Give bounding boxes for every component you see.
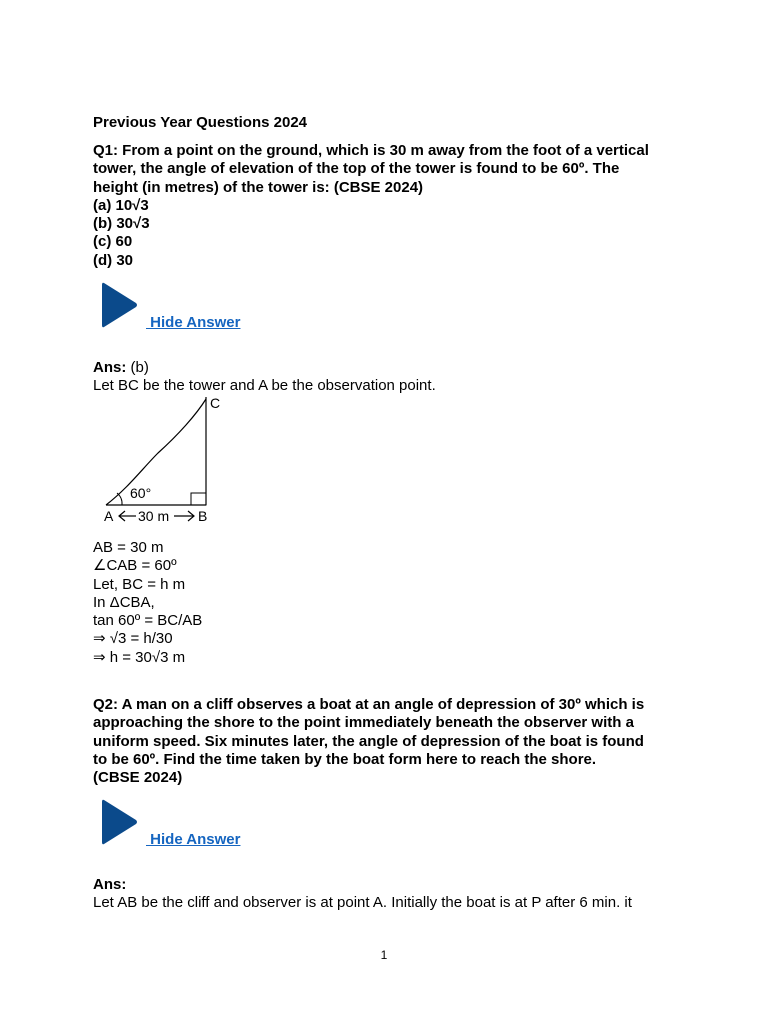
option-a: (a) 10√3 — [93, 196, 149, 214]
question-1 — [93, 142, 683, 270]
step-line: In ΔCBA, — [93, 593, 155, 611]
hypotenuse-line — [106, 399, 206, 505]
step-line: Let, BC = h m — [93, 575, 186, 593]
answer-text: Let AB be the cliff and observer is at point A. Initially the boat is at P after 6 min. it — [93, 894, 632, 912]
question-1-line: tower, the angle of elevation of the top of the tower is found to be 60º. The — [93, 160, 620, 178]
play-icon[interactable] — [100, 281, 140, 329]
play-icon[interactable] — [100, 798, 140, 846]
solution-steps — [93, 539, 683, 667]
page-number: 1 — [380, 948, 388, 962]
answer-value: (b) — [126, 359, 149, 376]
question-1-line: height (in metres) of the tower is: (CBSE 2024) — [93, 178, 424, 196]
option-d: (d) 30 — [93, 251, 134, 269]
step-line: ∠CAB = 60º — [93, 557, 177, 575]
step-line: tan 60º = BC/AB — [93, 612, 203, 630]
answer-1 — [93, 359, 683, 396]
step-line: ⇒ √3 = h/30 — [93, 630, 173, 648]
label-distance: 30 m — [138, 508, 170, 524]
answer-2 — [93, 876, 683, 913]
page-heading: Previous Year Questions 2024 — [93, 114, 308, 131]
answer-label: Ans: — [93, 876, 127, 893]
label-b: B — [198, 508, 208, 524]
question-2-line: to be 60º. Find the time taken by the boat form here to reach the shore. — [93, 750, 597, 768]
label-a: A — [104, 508, 114, 524]
option-b: (b) 30√3 — [93, 215, 150, 233]
question-2-line: (CBSE 2024) — [93, 769, 183, 787]
question-2-line: uniform speed. Six minutes later, the angle of depression of the boat is found — [93, 732, 644, 750]
right-angle-mark — [191, 493, 206, 505]
step-line: AB = 30 m — [93, 539, 164, 556]
question-2-line: approaching the shore to the point immediately beneath the observer with a — [93, 714, 634, 732]
option-c: (c) 60 — [93, 233, 133, 251]
step-line: ⇒ h = 30√3 m — [93, 648, 186, 666]
answer-label: Ans: — [93, 359, 127, 376]
hide-answer-link[interactable]: Hide Answer — [146, 831, 241, 848]
answer-explanation: Let BC be the tower and A be the observation point. — [93, 377, 436, 395]
question-2-line: Q2: A man on a cliff observes a boat at an angle of depression of 30º which is — [93, 696, 645, 713]
label-angle: 60° — [130, 485, 152, 501]
label-c: C — [210, 395, 221, 411]
question-1-line: Q1: From a point on the ground, which is 30 m away from the foot of a vertical — [93, 142, 649, 159]
question-2 — [93, 696, 683, 787]
triangle-diagram — [98, 393, 228, 528]
hide-answer-link[interactable]: Hide Answer — [146, 314, 241, 331]
